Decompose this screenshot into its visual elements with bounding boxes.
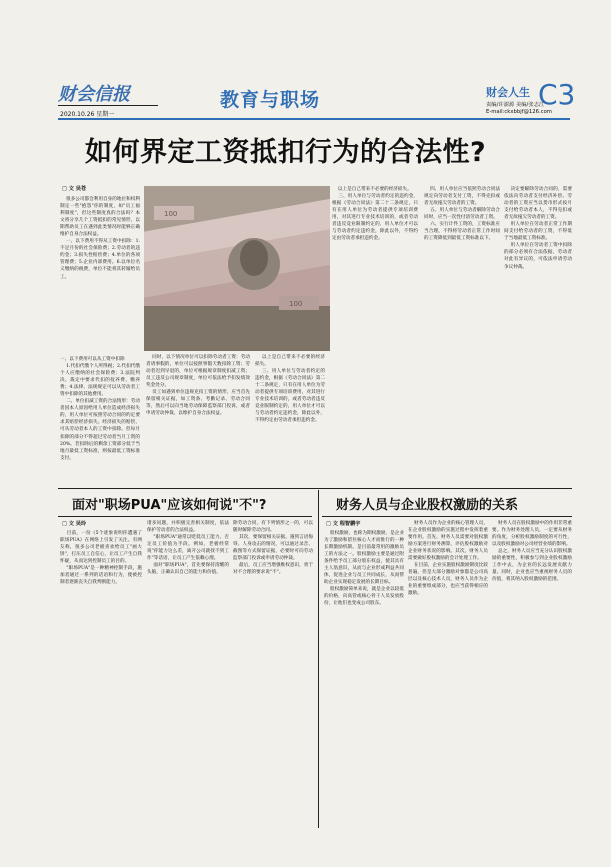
article1-col1: 很多公司都会利用自身的地位和权利制定一些"抱怨"你的制度，如"员工福利制度"，但这些制度真的合法吗？本文将分享几个工资抵扣的常见情形，以期帮助员工在遇到此类情况时能够正确维护自身合法权益。 一、以下费用不得从工资中扣除：1.不足月份的社会保险费；2.劳动者的违约金；3.损失性赔偿费；4.单位的各项管理费；5.企业内部费用。6.以单位名义缴纳的税费，单位不能将其转嫁给员工。 xyxy=(60,197,140,280)
article3-byline: □ 文 程智鹏宇 xyxy=(326,521,361,527)
article3-col3: 财务人员在股权激励中的作用非常重要。作为财务处理人员，一定要从财务的角度，分析股权激励制度的可行性，以及股权激励对公司经营业绩的影响。 总之，财务人员应当充分认识股权激励的重要性，积极参与到企业股权激励工作中去，为企业的长远发展贡献力量。同时，企业也应当重视财务人员的价值，将其纳入股权激励的范围。 xyxy=(492,521,572,583)
article2-title: 面对"职场PUA"应该如何说"不"? xyxy=(72,498,267,513)
section-divider xyxy=(58,488,572,489)
edition-label: 财会人生 xyxy=(486,86,530,99)
article1-col5: 四、用人单位应当依照劳动合同法规定向劳动者支付工资，不得克扣或者无故拖欠劳动者的工资。 五、用人单位与劳动者解除劳动合同时，应当一次性付清劳动者工资。 六、实行计件工资的，工资标准应当合理，不得将劳动者正常工作时间的工资降低到最低工资标准以下。 xyxy=(424,187,500,242)
money-photo xyxy=(144,186,330,351)
article1-col6: 决定要解除劳动合同的，需要依法向劳动者支付经济补偿。劳动者的工资应当以货币形式按月支付给劳动者本人，不得克扣或者无故拖欠劳动者的工资。 用人单位在劳动者正常工作期间支付给劳动者的工资，不得低于当地最低工资标准。 用人单位在劳动者工资中扣除的部分必须有合法依据，劳动者对此有异议的，可依法申请劳动争议仲裁。 xyxy=(504,187,572,270)
article1-col3: 同时，以下情况单位可以扣除劳动者工资：劳动者请事假的，单位可以按照事假天数扣除工资；劳动者迟到早退的，单位可根据规章制度扣减工资；员工违反公司规章制度，单位可依法给予扣发绩效奖金处分。 员工如遇到单位违规克扣工资的情形，应当首先保留相关证据，如工资条、考勤记录、劳动合同等，然后可以向当地劳动保障监察部门投诉，或者申请劳动仲裁，以维护自身合法权益。 xyxy=(146,355,250,417)
masthead-logo: 财会信报 xyxy=(58,84,130,105)
article3-col1: 股权激励，也称为期权激励，是企业为了激励和留住核心人才而推行的一种长期激励机制。是目前最常用的激励员工的方法之一。股权激励主要是通过附条件给予员工部分股东权益，使其具有主人翁意识，从而与企业形成利益共同体，促进企业与员工共同成长，从而帮助企业实现稳定发展的长期目标。 股权激励简单来说，就是企业以较低的价格，向高管或核心骨干人员发放股份，让他们也变成公司股东。 xyxy=(324,531,404,607)
date-line: 2020.10.26 星期一 xyxy=(60,111,115,118)
article3-col2: 财务人员作为企业的核心管理人员，在企业股权激励的实施过程中发挥着重要作用。首先，财务人员需要对股权激励方案进行财务测算，评估股权激励对企业财务状况的影响。其次，财务人员需要做好股权激励的会计处理工作。 在目前，企业实施股权激励制度比较普遍，但是大部分激励对象都是公司高层以及核心技术人员，财务人员作为企业的重要组成部分，也应当获得相应的激励。 xyxy=(408,521,488,597)
article2-title-rule xyxy=(58,516,312,517)
vertical-divider xyxy=(318,490,319,828)
email-line: E-mail:ckxbbjf@126.com xyxy=(486,109,552,115)
page-letter: C3 xyxy=(538,78,576,111)
article3-title: 财务人员与企业股权激励的关系 xyxy=(336,498,519,513)
article1-col2: 一、以下费用可以从工资中扣除 1.代扣代缴个人所得税；2.代扣代缴个人应缴纳的社会保险费；3.法院判决、裁定中要求代扣的抚养费、赡养费；4.法律、法规规定可以从劳动者工资中扣除的其他费用。 二、单位扣减工资的合法情形：劳动者因本人原因给用人单位造成经济损失的，用人单位可按照劳动合同的约定要求其赔偿经济损失。经济损失的赔偿，可从劳动者本人的工资中扣除。但每月扣除的部分不得超过劳动者当月工资的20%。若扣除后的剩余工资部分低于当地月最低工资标准，则按最低工资标准支付。 xyxy=(60,357,140,461)
article1-title: 如何界定工资抵扣行为的合法性? xyxy=(85,137,487,168)
article2-col2: 诸多问题，并积极完善相关制度，依法保护劳动者的合法权益。 "职场PUA"通常以贬低员工能力、否定员工价值为手段。例如，老板经常说"你能力这么差，离开公司就找不到工作"等话语，让员工产生依赖心理。 面对"职场PUA"，首先要保持清醒的头脑，正确认识自己的能力和价值。 xyxy=(147,521,229,576)
article3-title-rule xyxy=(322,516,572,517)
article2-col3: 除劳动合同，有下列情形之一的，可以随时解除劳动合同。 其次，要保留相关证据。遇到言语侮辱、人身攻击的情况，可以通过录音、截图等方式保留证据，必要时可向劳动监察部门投诉或申请劳动仲裁。 最后，员工应当增强维权意识，勇于对不合理的要求说"不"。 xyxy=(233,521,313,576)
article1-byline: □ 文 吴苍 xyxy=(62,186,87,192)
money-photo-svg xyxy=(144,186,330,351)
section-title: 教育与职场 xyxy=(220,89,321,111)
masthead-rule xyxy=(58,118,570,120)
editors-line: 责编/许澍源 美编/张志江 xyxy=(486,102,545,108)
article2-byline: □ 文 吴玲 xyxy=(62,521,87,527)
article1-col4: 以上是自己带来不必要的经济损失。 三、用人单位与劳动者约定的违约金，根据《劳动合同法》第二十二条规定，只有在用人单位为劳动者提供专项培训费用，对其进行专业技术培训的，或者劳动者违反竞业限制约定的，用人单位才可以与劳动者约定违约金，除此以外，不得约定由劳动者承担违约金。 xyxy=(255,355,325,424)
masthead-divider xyxy=(58,105,158,106)
svg-text:100: 100 xyxy=(164,210,178,218)
article1-col4-top: 以上是自己带来不必要的经济损失。 三、用人单位与劳动者约定的违约金，根据《劳动合同法》第二十二条规定，只有在用人单位为劳动者提供专项培训费用，对其进行专业技术培训的，或者劳动者违反竞业限制约定的，用人单位才可以与劳动者约定违约金，除此以外，不得约定由劳动者承担违约金。 xyxy=(332,187,418,242)
svg-text:100: 100 xyxy=(289,300,303,308)
article2-col1: 目前，一份《5个迹象说明你遭遇了职场PUA》在网络上引发了关注。有网友称，很多公司老板喜欢给员工"画大饼"，打压员工自信心，让员工产生自我怀疑，从而达到控制员工的目的。 "职场PUA"是一种精神控制手段，施加者通过一系列的话语和行为，使被控制者逐渐丧失自我判断能力。 xyxy=(60,531,142,586)
